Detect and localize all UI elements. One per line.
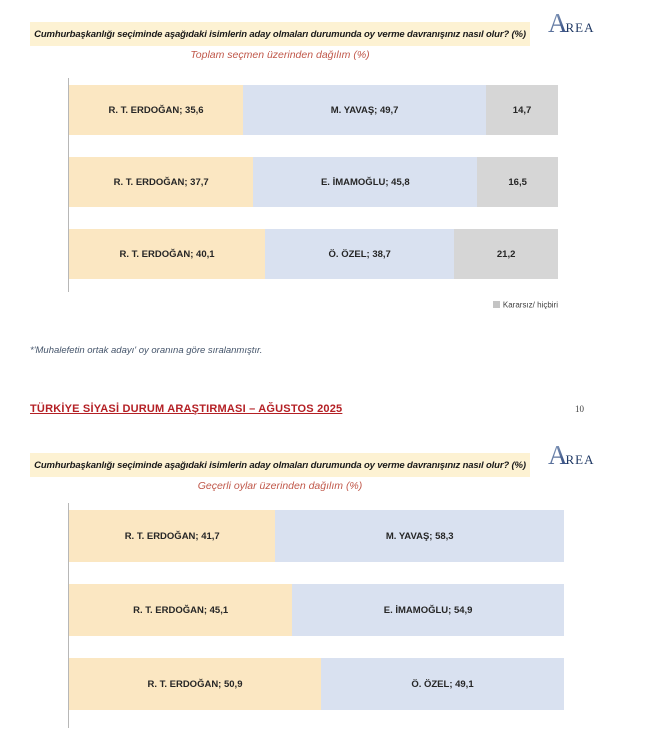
question-box-top — [30, 22, 530, 46]
question-text-top: Cumhurbaşkanlığı seçiminde aşağıdaki isimlerin aday olmaları durumunda oy verme davranışınız nasıl olur? (%) — [34, 28, 526, 40]
chart-legend — [68, 300, 558, 309]
bar-segment-erdogan — [69, 85, 243, 135]
bar-segment-label: M. YAVAŞ; 58,3 — [385, 530, 454, 542]
bar-segment-label: R. T. ERDOĞAN; 50,9 — [147, 678, 243, 690]
bar-segment-undecided — [486, 85, 558, 135]
bar-segment-opponent — [292, 584, 564, 636]
bar-segment-label: M. YAVAŞ; 49,7 — [330, 104, 399, 116]
bar-segment-erdogan — [69, 229, 265, 279]
question-text-bottom: Cumhurbaşkanlığı seçiminde aşağıdaki isimlerin aday olmaları durumunda oy verme davranışınız nasıl olur? (%) — [34, 459, 526, 471]
bar-segment-label: R. T. ERDOĞAN; 45,1 — [133, 604, 229, 616]
bar-segment-label: Ö. ÖZEL; 49,1 — [411, 678, 474, 690]
legend-swatch-undecided — [493, 301, 500, 308]
bar-segment-label: Ö. ÖZEL; 38,7 — [328, 248, 391, 260]
bar-row — [69, 658, 564, 710]
bar-row — [69, 85, 558, 135]
bar-row — [69, 510, 564, 562]
bar-row — [69, 229, 558, 279]
chart-valid-votes — [68, 503, 564, 728]
footnote: *'Muhalefetin ortak adayı' oy oranına göre sıralanmıştır. — [30, 345, 263, 356]
question-box-bottom — [30, 453, 530, 477]
bar-segment-erdogan — [69, 510, 275, 562]
bar-segment-label: R. T. ERDOĞAN; 40,1 — [119, 248, 215, 260]
area-logo-bottom — [548, 442, 595, 469]
bar-segment-opponent — [265, 229, 454, 279]
area-logo-text: REA — [565, 452, 595, 467]
bar-segment-label: 21,2 — [496, 248, 516, 260]
area-logo-initial: A — [548, 440, 568, 470]
bar-segment-opponent — [253, 157, 477, 207]
chart-subtitle-top: Toplam seçmen üzerinden dağılım (%) — [190, 49, 370, 61]
chart-subtitle-bottom: Geçerli oylar üzerinden dağılım (%) — [197, 480, 363, 492]
legend-label-undecided: Kararsız/ hiçbiri — [502, 300, 558, 310]
bar-segment-erdogan — [69, 157, 253, 207]
bar-segment-undecided — [477, 157, 558, 207]
page-number: 10 — [575, 404, 584, 414]
area-logo-text: REA — [565, 20, 595, 35]
bar-segment-undecided — [454, 229, 558, 279]
bar-segment-opponent — [321, 658, 564, 710]
area-logo — [548, 10, 595, 37]
area-logo-initial: A — [548, 8, 568, 38]
bar-segment-label: 16,5 — [508, 176, 527, 188]
bar-segment-label: E. İMAMOĞLU; 54,9 — [383, 604, 473, 616]
bar-row — [69, 157, 558, 207]
bar-segment-opponent — [243, 85, 486, 135]
bar-segment-label: R. T. ERDOĞAN; 41,7 — [124, 530, 220, 542]
bar-segment-label: R. T. ERDOĞAN; 35,6 — [108, 104, 204, 116]
bar-segment-label: R. T. ERDOĞAN; 37,7 — [113, 176, 209, 188]
report-title: TÜRKİYE SİYASİ DURUM ARAŞTIRMASI – AĞUSTOS 2025 — [30, 403, 343, 415]
bar-segment-erdogan — [69, 658, 321, 710]
bar-segment-label: 14,7 — [512, 104, 532, 116]
bar-segment-label: E. İMAMOĞLU; 45,8 — [320, 176, 410, 188]
bar-row — [69, 584, 564, 636]
bar-segment-opponent — [275, 510, 564, 562]
chart-total-voters — [68, 78, 558, 292]
bar-segment-erdogan — [69, 584, 292, 636]
